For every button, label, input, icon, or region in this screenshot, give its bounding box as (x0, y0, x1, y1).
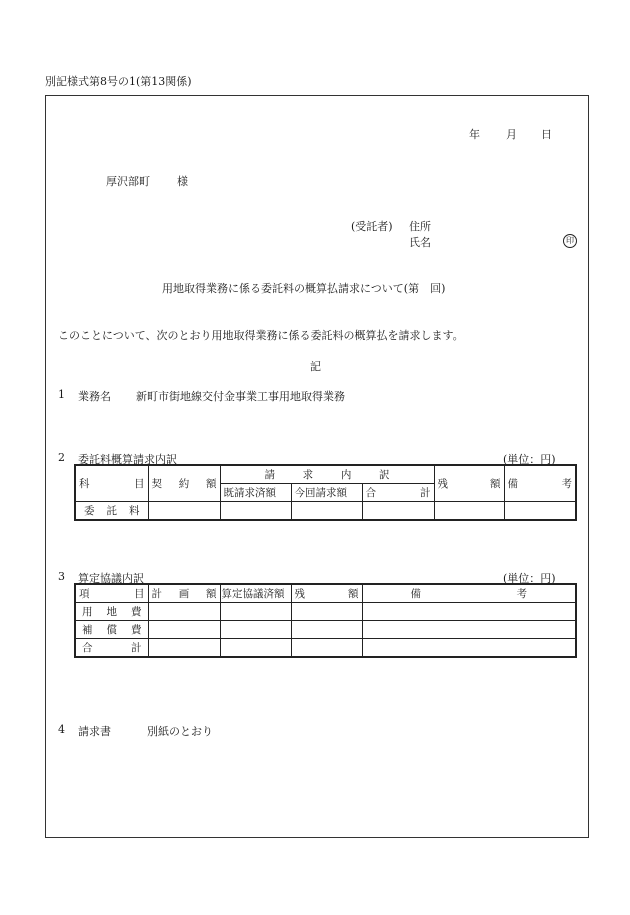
header-calc-balance: 残 額 (291, 584, 362, 603)
section3-unit: (単位：円) (503, 572, 556, 585)
date-year: 年 (469, 128, 480, 141)
row-label-commission: 委 託 料 (75, 502, 148, 521)
header-calc-remarks: 備 考 (362, 584, 576, 603)
section1-number: 1 (58, 388, 65, 401)
header-already-requested: 既請求済額 (220, 484, 291, 502)
contractor-address-label: 住所 (409, 220, 431, 233)
cell-contract (148, 502, 220, 521)
cell-already (220, 502, 291, 521)
contractor-name-label: 氏名 (409, 236, 431, 249)
section4-value: 別紙のとおり (147, 725, 213, 738)
cell-balance (434, 502, 504, 521)
seal-mark-icon: 印 (563, 234, 577, 248)
section4-number: 4 (58, 723, 65, 736)
cell-total (362, 502, 434, 521)
table-row (75, 639, 576, 658)
cell-agreed (220, 639, 291, 658)
header-remarks: 備 考 (504, 465, 576, 502)
table-row (75, 502, 576, 521)
section2-unit: (単位：円) (503, 453, 556, 466)
cell-remarks (362, 621, 576, 639)
section3-number: 3 (58, 570, 65, 583)
section2-label: 委託料概算請求内訳 (78, 453, 177, 466)
section1-label: 業務名 (78, 390, 111, 403)
header-current-request: 今回請求額 (291, 484, 362, 502)
cell-balance (291, 621, 362, 639)
cell-remarks (504, 502, 576, 521)
form-number: 別記様式第8号の1(第13関係) (45, 75, 192, 88)
row-label-compensation: 補 償 費 (75, 621, 148, 639)
header-total: 合 計 (362, 484, 434, 502)
addressee-honorific: 様 (177, 175, 188, 188)
date-month: 月 (506, 128, 517, 141)
document-title: 用地取得業務に係る委託料の概算払請求について(第 回) (162, 282, 446, 295)
addressee-name: 厚沢部町 (106, 175, 150, 188)
calculation-table (74, 583, 577, 658)
cell-agreed (220, 603, 291, 621)
estimate-table (74, 464, 577, 521)
header-item: 項 目 (75, 584, 148, 603)
cell-remarks (362, 603, 576, 621)
ki-heading: 記 (310, 360, 321, 373)
cell-remarks (362, 639, 576, 658)
cell-balance (291, 603, 362, 621)
row-label-total: 合 計 (75, 639, 148, 658)
row-label-land: 用 地 費 (75, 603, 148, 621)
cell-plan (148, 603, 220, 621)
cell-agreed (220, 621, 291, 639)
section1-value: 新町市街地線交付金事業工事用地取得業務 (136, 390, 345, 403)
section2-number: 2 (58, 451, 65, 464)
cell-plan (148, 621, 220, 639)
section3-label: 算定協議内訳 (78, 572, 144, 585)
cell-balance (291, 639, 362, 658)
section4-label: 請求書 (78, 725, 111, 738)
body-text: このことについて、次のとおり用地取得業務に係る委託料の概算払を請求します。 (58, 329, 464, 342)
table-row (75, 603, 576, 621)
estimate-header-row-1 (75, 465, 576, 484)
header-plan-amount: 計 画 額 (148, 584, 220, 603)
header-contract-amount: 契 約 額 (148, 465, 220, 502)
header-balance: 残 額 (434, 465, 504, 502)
date-day: 日 (541, 128, 552, 141)
header-agreed-amount: 算定協議済額 (220, 584, 291, 603)
table-row (75, 621, 576, 639)
cell-plan (148, 639, 220, 658)
calc-header-row (75, 584, 576, 603)
header-request-breakdown: 請 求 内 訳 (220, 465, 434, 484)
header-subject: 科 目 (75, 465, 148, 502)
contractor-role: (受託者) (351, 220, 393, 233)
cell-current (291, 502, 362, 521)
